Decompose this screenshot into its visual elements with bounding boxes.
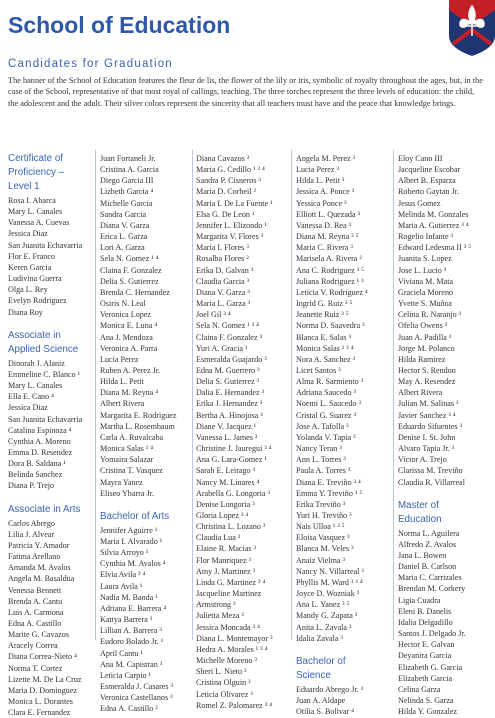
page-title: School of Education <box>8 12 231 38</box>
graduate-name: Nais Ulloa ¹ ³ ⁵ <box>296 522 345 532</box>
graduate-name: Diana V. Garza ³ <box>196 287 250 297</box>
column-2 <box>100 153 177 715</box>
graduate-name: Eduardo Abrego Jr. ³ <box>296 684 364 694</box>
graduate-name: Diana Correa-Nieto ⁴ <box>8 652 77 662</box>
graduate-name: Ana C. Rodriguez ³ ⁵ <box>296 265 364 275</box>
section-spacer <box>8 318 82 330</box>
graduate-name: Joyce D. Wozniak ² <box>296 589 360 599</box>
graduate-name: Edna A. Castillo <box>8 619 62 628</box>
graduate-name: Lilia J. Alvear <box>8 529 55 539</box>
graduate-name: Ella E. Cano ⁴ <box>8 392 54 402</box>
column-divider <box>192 150 193 640</box>
graduate-name: Ofelia Owens ³ <box>398 321 448 331</box>
graduate-name: Jesus Gomez <box>398 198 441 208</box>
graduate-name: Diana V. Garza <box>100 220 150 230</box>
graduate-name: Phyllis M. Ward ¹ ³ ⁴ <box>296 577 363 587</box>
graduate-name: Maria C. Rivera ³ <box>296 243 353 253</box>
graduate-name: Cristina T. Vasquez <box>100 466 163 476</box>
graduate-name: Albert Rivera <box>100 399 145 409</box>
graduate-name: Rosa I. Abarca <box>8 196 56 205</box>
graduate-name: Jose A. Tafolla ³ <box>296 421 349 431</box>
graduate-name: Diana L. Montemayor ³ <box>196 633 273 643</box>
graduate-name: Jessica Moncada ³ ⁴ <box>196 622 260 632</box>
graduate-name: Jessica A. Ponce ³ <box>296 187 355 197</box>
graduate-name: Lizbeth Garcia ⁴ <box>100 187 154 197</box>
graduate-name: Christine J. Jauregui ³ ⁴ <box>196 444 272 454</box>
graduate-name: Margarita E. Rodriguez <box>100 410 177 420</box>
graduate-name: Yvette S. Muñoz <box>398 299 453 309</box>
graduate-name: Leticia V. Rodriguez ⁴ <box>296 287 368 297</box>
graduate-name: Elizabeth G. Garcia <box>398 662 463 672</box>
graduate-name: Bertha A. Hinojosa ³ <box>196 410 263 420</box>
graduate-name: Alfredo Z. Avalos <box>398 539 457 549</box>
graduate-name: Monica L. Dorantes <box>8 697 73 707</box>
section-heading: Master of <box>398 499 439 511</box>
graduate-name: Dora B. Saldana ¹ <box>8 459 66 469</box>
graduate-name: Claudia R. Villarreal <box>398 477 466 487</box>
graduate-name: Amanda M. Avalos <box>8 563 71 573</box>
graduate-name: Edna A. Castillo ³ <box>100 704 158 714</box>
graduate-name: Silvia Arroyo ¹ <box>100 548 149 558</box>
graduate-name: Idalia Zavala ³ <box>296 633 343 643</box>
graduate-name: Albert B. Esparza <box>398 176 456 186</box>
graduate-name: Maria L. Garza ³ <box>196 299 251 309</box>
graduate-name: Sela N. Gomez ¹ ³ ⁴ <box>196 321 259 331</box>
graduate-name: Eloisa Vasquez ³ <box>296 533 350 543</box>
graduate-name: Laura Avila ¹ <box>100 581 143 591</box>
graduate-name: Alma R. Sarmiento ³ <box>296 377 364 387</box>
graduate-name: Elizabeth Garcia <box>398 673 453 683</box>
graduate-name: Lillian A. Barrera ³ <box>100 626 162 636</box>
graduate-name: Vanessa A. Cuevas <box>8 218 70 228</box>
graduate-name: Olga L. Rey <box>8 285 48 295</box>
graduate-name: Juan A. Aldape <box>296 696 346 706</box>
graduate-name: Melinda M. Gonzales <box>398 209 469 219</box>
graduate-name: Keren Garcia <box>8 262 52 272</box>
section-heading: Science <box>296 669 331 681</box>
graduate-name: Nadia M. Banda ¹ <box>100 592 158 602</box>
graduate-name: Amy J. Martinez ³ <box>196 566 256 576</box>
graduate-name: Jessica Diaz <box>8 229 48 239</box>
column-4 <box>296 153 368 717</box>
graduate-name: Elsa G. De Leon ¹ <box>196 209 255 219</box>
graduate-name: Leticia Carpio ¹ <box>100 670 151 680</box>
graduate-name: Yuri H. Treviño ³ <box>296 511 352 520</box>
graduate-name: Romel Z. Palomarez ³ ⁴ <box>196 700 273 710</box>
graduate-name: Angela M. Perez ³ <box>296 154 356 163</box>
graduate-name: Rosalba Flores ² <box>196 254 249 264</box>
graduate-name: Maria G. Cedillo ¹ ³ ⁴ <box>196 165 265 175</box>
graduate-name: Albert Rivera <box>398 388 443 398</box>
graduate-name: Hilda Ramirez <box>398 354 446 364</box>
graduate-name: Cristina Olguin ³ <box>196 678 251 688</box>
intro-paragraph: The banner of the School of Education features the fleur de lis, the flower of the lily or iris, symbolic of royalty throughout the ages, but, in the case of the School, representative of that most royal of callings, teaching. The three torches represent the three levels of education: the child, the adolescent and the adult. Their silver colors represent the sincerity that all teachers must have and the peace that knowledge brings. <box>8 76 483 108</box>
graduate-name: Yuri A. Gracia ¹ <box>196 343 248 353</box>
graduate-name: Marite G. Cavazos <box>8 630 69 640</box>
graduate-name: Norma T. Cortez <box>8 663 63 673</box>
graduate-name: Margarita V. Flores ³ <box>196 232 264 242</box>
section-heading: Bachelor of Arts <box>100 510 170 522</box>
graduate-name: Belinda Sanchez <box>8 470 63 480</box>
graduate-name: Adriana E. Barrera ⁴ <box>100 603 167 613</box>
graduate-name: Cynthia M. Avalos ⁴ <box>100 559 166 569</box>
graduate-name: Martha L. Rosembaum <box>100 421 175 431</box>
graduate-name: Claina F. Gonzalez ³ <box>196 332 263 342</box>
graduate-name: Denise I. St. John <box>398 432 456 442</box>
graduate-name: Delia S. Gutierrez <box>100 276 159 286</box>
graduate-name: Hector E. Galvan <box>398 640 455 650</box>
graduate-name: Lori A. Garza <box>100 243 145 253</box>
graduate-name: Julian M. Salinas ³ <box>398 399 459 409</box>
graduate-name: Eleni B. Danelis <box>398 606 452 616</box>
graduate-name: Ligia Cuadra <box>398 595 441 605</box>
graduate-name: Diana Roy <box>8 307 43 317</box>
graduate-name: Brenda C. Hernandez <box>100 287 170 297</box>
graduate-name: Diana Cavazos ³ <box>196 154 250 163</box>
graduate-name: Gloria Lopez ³ ⁴ <box>196 511 249 520</box>
graduate-name: Paula A. Torres ³ <box>296 466 351 476</box>
column-divider <box>95 150 96 640</box>
graduate-name: Alvaro Tapia Jr. ³ <box>398 444 455 454</box>
graduate-name: Emma D. Resendez <box>8 447 73 457</box>
graduate-name: Juan Fortaneli Jr. <box>100 154 156 163</box>
graduate-name: Cynthia A. Moreno <box>8 436 71 446</box>
graduate-name: Edward Ledesma II ³ ⁵ <box>398 243 472 253</box>
graduate-name: Linda G. Martinez ³ ⁴ <box>196 577 266 587</box>
graduate-name: Marisela A. Rivera ² <box>296 254 362 264</box>
graduate-name: Vanessa D. Rea ³ <box>296 220 352 230</box>
graduate-name: Delia S. Gutierrez ³ <box>196 377 260 387</box>
graduate-name: April Cantu ¹ <box>100 648 143 658</box>
graduate-name: Victor A. Trejo <box>398 455 447 465</box>
section-heading: Level 1 <box>8 181 40 192</box>
graduate-name: Elaine R. Macias ³ <box>196 544 256 554</box>
section-heading: Education <box>398 513 442 525</box>
graduate-name: Juanita S. Lopez <box>398 254 452 264</box>
graduate-name: Denise Longoria ³ <box>196 499 255 509</box>
graduate-name: Veronica Lopez <box>100 310 152 320</box>
graduate-name: Brendan M. Corkery <box>398 584 466 594</box>
graduate-name: Jeanette Ruiz ³ ⁵ <box>296 310 349 320</box>
graduate-name: Mandy G. Zapata ³ <box>296 611 358 621</box>
graduate-name: Eloy Cano III <box>398 154 443 163</box>
graduate-name: Diana M. Reyna ⁴ <box>100 388 159 398</box>
graduate-name: Anaiz Vielma ³ <box>296 555 345 565</box>
graduate-name: Juliana Rodriguez ¹ ³ <box>296 276 364 286</box>
graduate-name: Emma Y. Treviño ³ ⁵ <box>296 488 363 498</box>
graduate-name: May A. Resendez <box>398 377 456 387</box>
graduate-name: Esmeralda J. Casares ³ <box>100 682 173 692</box>
graduate-name: Maria D. Corbeil ² <box>196 187 256 197</box>
graduate-name: Diana E. Treviño ³ ⁴ <box>296 477 361 487</box>
fleur-de-lis-shield-icon <box>449 0 495 56</box>
graduate-name: Jennifer Aguirre ¹ <box>100 525 158 535</box>
graduate-name: Adriana Saucedo ³ <box>296 388 356 398</box>
graduate-name: Diego Garcia III <box>100 176 154 186</box>
graduate-name: Catalina Espinoza ⁴ <box>8 425 72 435</box>
graduate-name: Flor Manriquez ³ <box>196 555 252 565</box>
graduate-name: Norma D. Saavedra ³ <box>296 321 365 331</box>
graduate-name: Yolanda V. Tapia ³ <box>296 432 356 442</box>
graduate-name: San Juanita Echavarria <box>8 414 83 424</box>
graduate-name: Vanessa L. James ³ <box>196 432 258 442</box>
graduate-name: Diane V. Jacquez ¹ <box>196 421 257 431</box>
graduate-name: Norma L. Aguilera <box>398 528 460 538</box>
graduate-name: Aracely Correa <box>8 641 58 651</box>
graduate-name: Nancy M. Linares ⁴ <box>196 477 260 487</box>
section-spacer <box>398 488 471 500</box>
graduate-name: Claudia Garcia ³ <box>196 276 250 286</box>
graduate-name: Hilda Y. Gonzalez <box>398 707 458 717</box>
graduate-name: Sarah E. Leirago ³ <box>196 466 256 476</box>
graduate-name: Ludivina Guerra <box>8 274 62 284</box>
graduate-name: Emmeline C. Blanco ¹ <box>8 369 81 379</box>
graduate-name: Javier Sanchez ³ ⁴ <box>398 410 456 420</box>
graduate-name: Celina Garza <box>398 684 441 694</box>
graduate-name: Eliseo Ybarra Jr. <box>100 488 154 498</box>
graduate-name: Kattya Barrera ³ <box>100 615 153 625</box>
graduate-name: Brenda A. Cantu <box>8 596 63 606</box>
graduate-name: Rogelio Infante ³ <box>398 232 454 242</box>
graduate-name: Hilda L. Petit ³ <box>296 176 345 186</box>
graduate-name: Lucia Perez ³ <box>296 165 339 175</box>
graduate-name: Arabella G. Longoria ³ <box>196 488 270 498</box>
graduate-name: Roberto Gaytan Jr. <box>398 187 459 197</box>
graduate-name: Graciela Moreno <box>398 287 454 297</box>
graduate-name: Lucia Perez <box>100 354 139 364</box>
graduate-name: Dinorah J. Alaniz <box>8 358 65 368</box>
graduate-name: Hedra A. Morales ¹ ³ ⁴ <box>196 644 268 654</box>
graduate-name: Maria C. Carrizales <box>398 573 462 583</box>
graduate-name: Idalia Delgadillo <box>398 617 453 627</box>
graduate-name: Osiris N. Leal <box>100 299 146 309</box>
graduate-name: Edna M. Guerrero ³ <box>196 365 260 375</box>
section-heading: Associate in <box>8 329 61 341</box>
graduate-name: Michelle Garcia <box>100 198 153 208</box>
graduate-name: Erika J. Hernandez ³ <box>196 399 263 409</box>
graduate-name: Esmeralda Guajardo ³ <box>196 354 267 364</box>
graduate-name: Mayra Yanez <box>100 477 143 487</box>
graduate-name: Diana M. Reyna ³ ⁵ <box>296 232 359 242</box>
column-5 <box>398 153 471 717</box>
graduate-name: Mary L. Canales <box>8 381 63 391</box>
graduate-name: Nancy N. Villarreal ³ <box>296 566 364 576</box>
graduate-name: Eudoro Bolado Jr. ¹ <box>100 637 164 647</box>
graduate-name: Yessica Ponce ³ <box>296 198 347 208</box>
graduate-name: Veronica Castellanos ³ <box>100 693 173 703</box>
section-heading: Certificate of <box>8 153 63 164</box>
graduate-name: Sela N. Gomez ¹ ⁴ <box>100 254 159 264</box>
graduate-name: Luis A. Carmona <box>8 607 64 617</box>
graduate-name: Erika Treviño ³ <box>296 499 346 509</box>
graduate-name: Patricia Y. Amador <box>8 540 70 550</box>
graduate-name: Ann L. Torres ³ <box>296 455 346 465</box>
graduate-name: Jose L. Lucio ³ <box>398 265 447 275</box>
section-heading: Bachelor of <box>296 655 346 667</box>
column-divider <box>291 150 292 640</box>
graduate-name: Otilia S. Bolivar ⁴ <box>296 707 355 717</box>
graduate-name: Monica Salas ¹ ⁴ <box>100 444 154 454</box>
graduate-name: Mary L. Canales <box>8 207 63 217</box>
graduate-name: Hilda L. Petit <box>100 377 144 387</box>
graduate-name: Ana J. Mendoza <box>100 332 153 342</box>
graduate-name: Armstrong ³ <box>196 600 236 610</box>
graduate-name: Erika D. Galvan ³ <box>196 265 254 275</box>
graduate-name: Ruben A. Perez Jr. <box>100 365 161 375</box>
graduate-name: Elvia Avila ³ ⁴ <box>100 570 146 580</box>
graduate-name: Maria I. De La Fuente ¹ <box>196 198 273 208</box>
graduate-name: Monica Salas ¹ ³ ⁴ <box>296 343 354 353</box>
graduate-name: Evelyn Rodriguez <box>8 296 67 306</box>
graduate-name: Clara E. Fernandez <box>8 708 71 718</box>
graduate-name: Hector S. Rendon <box>398 365 456 375</box>
graduate-name: Claudia Lua ³ <box>196 533 241 543</box>
graduate-name: Maria A. Gutierrez ³ ⁴ <box>398 220 469 230</box>
graduate-name: Lizette M. De La Cruz <box>8 674 82 684</box>
section-spacer <box>100 499 177 511</box>
graduate-name: Sandra P. Cisneros ³ <box>196 176 261 186</box>
column-divider <box>393 150 394 640</box>
graduate-name: Clarissa M. Treviño <box>398 466 463 476</box>
graduate-name: Jacqueline Escobar <box>398 165 461 175</box>
graduate-name: Joel Gil ³ ⁴ <box>196 310 231 320</box>
graduate-name: Claina F. Gonzalez <box>100 265 162 275</box>
graduate-name: Blanca E. Salas ³ <box>296 332 352 342</box>
graduate-name: Flor E. Franco <box>8 251 55 261</box>
graduate-name: San Juanita Echavarria <box>8 240 83 250</box>
graduate-name: Cristina A. Garcia <box>100 165 159 175</box>
graduate-name: Viviana M. Mata <box>398 276 454 286</box>
graduate-name: Ana G. Lara-Gomez ¹ <box>196 455 267 465</box>
graduate-name: Michelle Moreno ³ <box>196 656 257 666</box>
page-subtitle: Candidates for Graduation <box>8 58 173 70</box>
graduate-name: Blanca M. Veles ³ <box>296 544 354 554</box>
graduate-name: Maria D. Dominguez <box>8 685 78 695</box>
graduate-name: Nora A. Sanchez ³ <box>296 354 356 364</box>
graduate-name: Maria I. Flores ³ <box>196 243 249 253</box>
graduate-name: Veronica A. Parra <box>100 343 158 353</box>
graduate-name: Sheri L. Nieto ³ <box>196 667 247 677</box>
graduate-name: Elliott L. Quezada ³ <box>296 209 361 219</box>
section-heading: Associate in Arts <box>8 503 81 515</box>
graduate-name: Jennifer L. Elizondo ¹ <box>196 220 267 230</box>
graduate-name: Leticia Olivarez ³ <box>196 689 253 699</box>
graduate-name: Licet Santos ³ <box>296 365 341 375</box>
column-3 <box>196 153 273 711</box>
graduate-name: Sandra Garcia <box>100 209 147 219</box>
graduate-name: Monica E. Luna ⁴ <box>100 321 158 331</box>
graduate-name: Venessa Bennett <box>8 585 62 595</box>
graduate-name: Angela M. Basaldua <box>8 574 75 584</box>
graduate-name: Fatima Arellano <box>8 552 61 562</box>
graduate-name: Cristal G. Suarez ³ <box>296 410 356 420</box>
graduate-name: Jorge M. Polanco <box>398 343 455 353</box>
column-1 <box>8 153 82 718</box>
graduate-name: Ana M. Capistran ³ <box>100 659 163 669</box>
graduate-name: Carla A. Ruvalcaba <box>100 432 164 442</box>
graduate-name: Deyanira Garcia <box>398 651 452 661</box>
graduate-name: Nancy Teran ³ <box>296 444 342 454</box>
graduate-name: Daniel B. Carlson <box>398 562 457 572</box>
graduate-name: Santos J. Delgado Jr. <box>398 629 466 639</box>
graduate-name: Noemi L. Saucedo ³ <box>296 399 361 409</box>
graduate-name: Yomaira Salazar <box>100 455 154 465</box>
graduate-name: Ana L. Yanez ³ ⁵ <box>296 600 350 610</box>
graduate-name: Ingrid G. Ruiz ³ ⁵ <box>296 299 353 309</box>
graduate-name: Jana L. Bowen <box>398 551 447 560</box>
graduate-name: Nelinda S. Garza <box>398 696 454 706</box>
graduate-name: Maria I. Alvarado ¹ <box>100 537 163 546</box>
graduate-name: Jessica Diaz <box>8 403 48 413</box>
graduate-name: Celina R. Naranjo ³ <box>398 310 462 320</box>
graduate-name: Eduardo Sifuentes ³ <box>398 421 463 431</box>
graduate-name: Jacqueline Martinez <box>196 589 262 599</box>
section-spacer <box>296 644 368 656</box>
graduate-name: Carlos Abrego <box>8 518 55 528</box>
graduate-name: Anita L. Zavala ³ <box>296 622 352 632</box>
graduate-name: Dalia E. Hernandez ³ <box>196 388 265 398</box>
section-spacer <box>8 492 82 504</box>
graduate-name: Christina L. Lozano ³ <box>196 522 266 532</box>
section-heading: Applied Science <box>8 343 79 355</box>
graduate-name: Diana P. Trejo <box>8 481 55 491</box>
graduate-name: Erica L. Garza <box>100 232 148 242</box>
graduate-name: Juan A. Padilla ³ <box>398 332 452 342</box>
section-heading: Proficiency – <box>8 167 65 178</box>
graduate-name: Julietta Meza ³ <box>196 611 244 621</box>
